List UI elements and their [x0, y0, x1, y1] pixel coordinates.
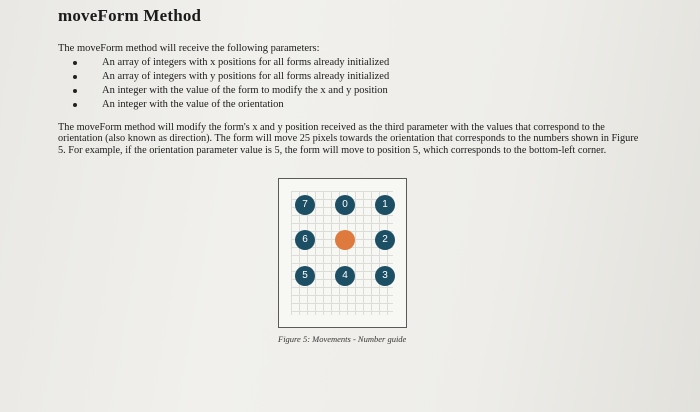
direction-circle-0: 0: [335, 195, 355, 215]
bullet-icon: [73, 61, 77, 65]
direction-circle-2: 2: [375, 230, 395, 250]
bullet-icon: [73, 103, 77, 107]
bullet-icon: [73, 75, 77, 79]
direction-circle-4: 4: [335, 266, 355, 286]
description-paragraph: The moveForm method will modify the form's x and y position received as the third parameter with the values that correspond to the orientation (also known as direction). The form will move 25 pixels towards the orientation that corresponds to the numbers shown in Figure 5. For example, if the orientation parameter value is 5, the form will move to position 5, which corresponds to the bottom-left corner.: [58, 122, 639, 156]
list-item-text: An array of integers with y positions for all forms already initialized: [102, 71, 390, 82]
list-item: [58, 84, 389, 98]
list-item-text: An integer with the value of the form to modify the x and y position: [102, 85, 388, 96]
bullet-icon: [73, 89, 77, 93]
figure-grid: [291, 191, 393, 315]
list-item: [58, 70, 389, 84]
section-title: moveForm Method: [58, 6, 202, 25]
list-item-text: An integer with the value of the orientation: [102, 99, 284, 110]
list-item: [58, 56, 389, 70]
center-form-circle: [335, 230, 355, 250]
direction-circle-5: 5: [295, 266, 315, 286]
figure-caption: Figure 5: Movements - Number guide: [278, 334, 407, 344]
parameter-list: [58, 56, 389, 112]
direction-circle-3: 3: [375, 266, 395, 286]
list-item-text: An array of integers with x positions for all forms already initialized: [102, 57, 390, 68]
intro-text: The moveForm method will receive the following parameters:: [58, 43, 320, 54]
list-item: [58, 98, 389, 112]
direction-circle-7: 7: [295, 195, 315, 215]
direction-circle-6: 6: [295, 230, 315, 250]
direction-circle-1: 1: [375, 195, 395, 215]
movement-figure: [278, 178, 407, 328]
